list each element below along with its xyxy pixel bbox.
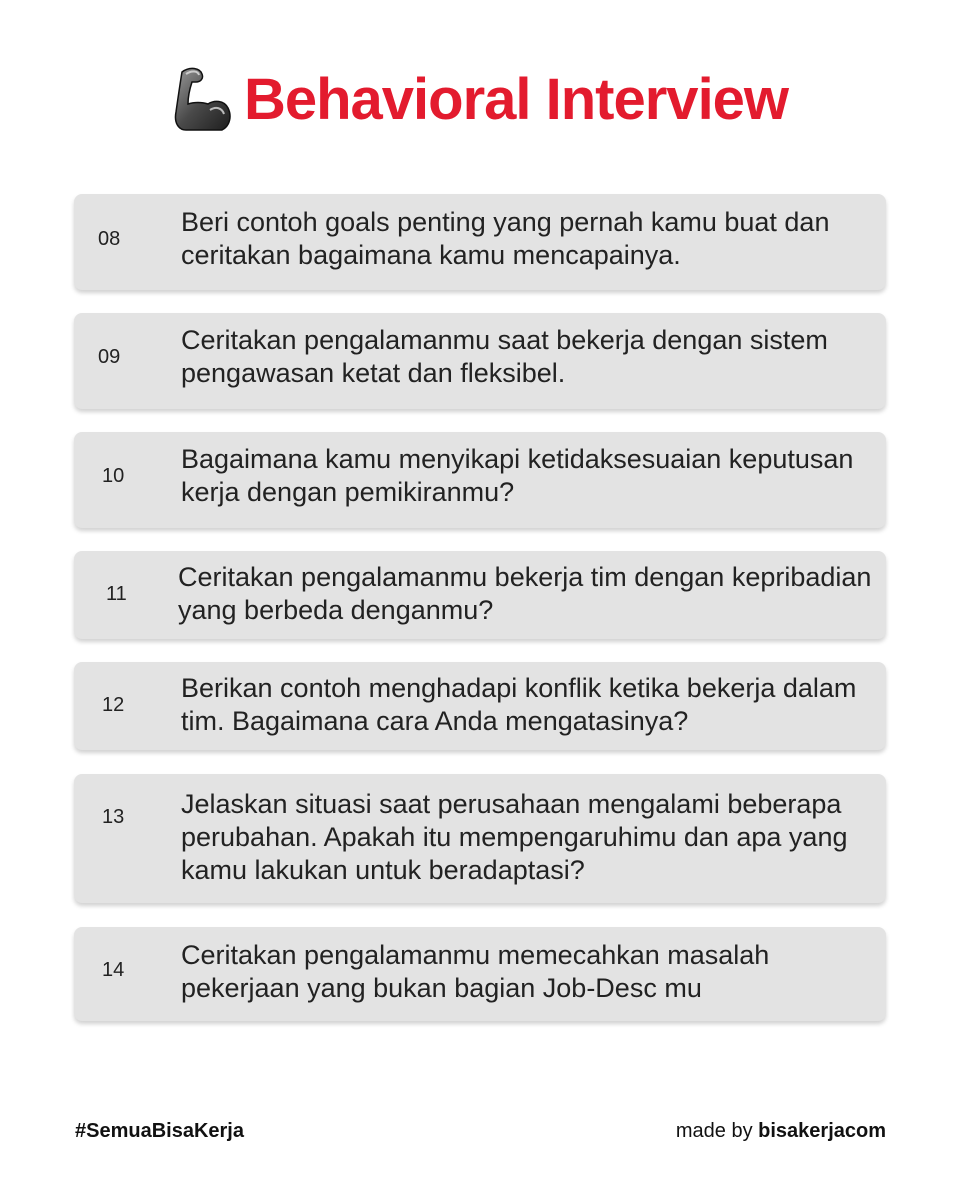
question-card-14 xyxy=(74,927,886,1021)
made-by-label: made by xyxy=(675,1120,759,1142)
question-card-08 xyxy=(74,194,886,290)
question-text: Ceritakan pengalamanmu memecahkan masalah pekerjaan yang bukan bagian Job-Desc mu xyxy=(181,940,770,1003)
question-card-11 xyxy=(74,551,886,639)
question-text: Bagaimana kamu menyikapi ketidaksesuaian keputusan kerja dengan pemikiranmu? xyxy=(181,444,854,507)
question-number: 10 xyxy=(102,465,125,487)
question-number: 12 xyxy=(102,694,125,716)
question-number: 13 xyxy=(102,806,125,828)
question-text: Berikan contoh menghadapi konflik ketika bekerja dalam tim. Bagaimana cara Anda mengatasinya? xyxy=(181,673,857,736)
question-number: 14 xyxy=(102,959,125,981)
question-text: Beri contoh goals penting yang pernah kamu buat dan ceritakan bagaimana kamu mencapainya. xyxy=(181,207,830,270)
credit xyxy=(676,1120,886,1143)
question-number: 11 xyxy=(106,583,127,605)
question-card-09 xyxy=(74,313,886,409)
brand-name: bisakerjacom xyxy=(758,1120,886,1142)
flexed-biceps-icon xyxy=(172,66,234,134)
question-card-12 xyxy=(74,662,886,750)
hashtag: #SemuaBisaKerja xyxy=(75,1120,244,1142)
question-text: Jelaskan situasi saat perusahaan mengalami beberapa perubahan. Apakah itu mempengaruhimu dan apa yang kamu lakukan untuk beradaptasi? xyxy=(181,789,848,885)
question-number: 09 xyxy=(98,346,121,368)
question-number: 08 xyxy=(98,228,121,250)
question-text: Ceritakan pengalamanmu bekerja tim dengan kepribadian yang berbeda denganmu? xyxy=(178,562,872,625)
page-title: Behavioral Interview xyxy=(243,67,789,132)
question-card-13 xyxy=(74,774,886,903)
header xyxy=(0,58,960,142)
question-card-10 xyxy=(74,432,886,528)
question-text: Ceritakan pengalamanmu saat bekerja dengan sistem pengawasan ketat dan fleksibel. xyxy=(181,325,828,388)
